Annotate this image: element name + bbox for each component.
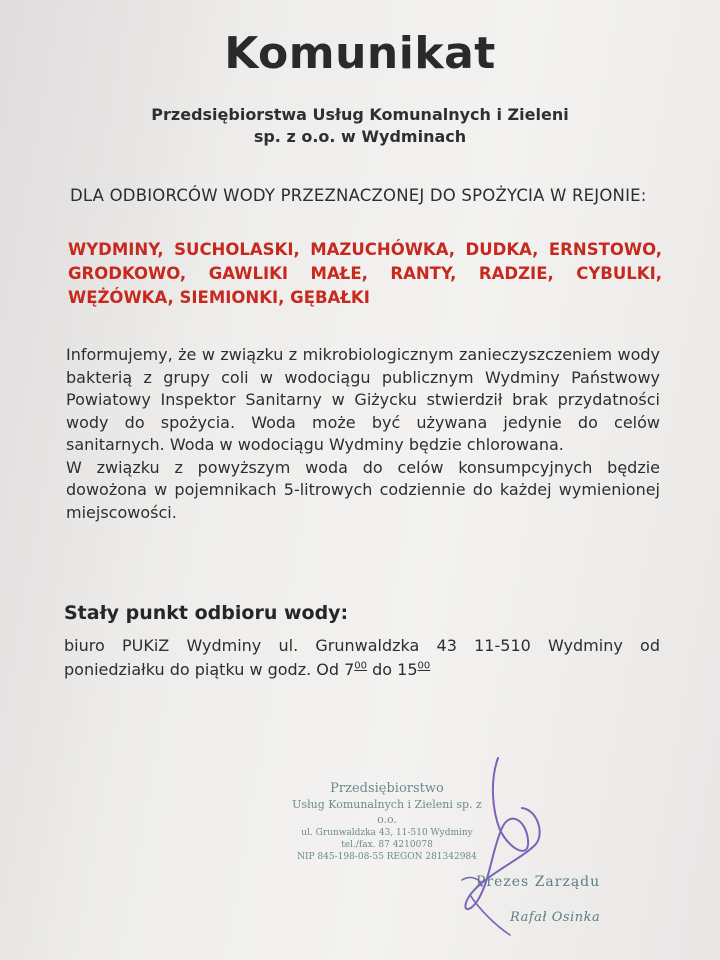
issuer-line-1: Przedsiębiorstwa Usług Komunalnych i Zieleni bbox=[151, 105, 569, 124]
stamp-line-3: ul. Grunwaldzka 43, 11-510 Wydminy bbox=[301, 828, 473, 838]
issuer-line-2: sp. z o.o. w Wydminach bbox=[253, 127, 467, 146]
issuer-block bbox=[0, 104, 720, 148]
audience-line: DLA ODBIORCÓW WODY PRZEZNACZONEJ DO SPOŻYCIA W REJONIE: bbox=[70, 186, 647, 205]
time-to-minutes: 00 bbox=[417, 660, 431, 672]
stamp-line-2: Usług Komunalnych i Zieleni sp. z o.o. bbox=[292, 798, 482, 826]
body-text bbox=[66, 344, 660, 524]
body-paragraph-1: Informujemy, że w związku z mikrobiologicznym zanieczyszczeniem wody bakterią z grupy coli w wodociągu publicznym Wydminy Państwowy Powiatowy Inspektor Sanitarny w Giżycku stwierdził brak przydatności wody do spożycia. Woda może być używana jedynie do celów sanitarnych. Woda w wodociągu Wydminy będzie chlorowana. bbox=[66, 345, 660, 454]
signatory-name: Rafał Osinka bbox=[510, 910, 601, 925]
time-between: do 15 bbox=[367, 660, 418, 679]
document-title: Komunikat bbox=[224, 28, 496, 79]
pickup-heading: Stały punkt odbioru wody: bbox=[64, 602, 349, 624]
villages-list: WYDMINY, SUCHOLASKI, MAZUCHÓWKA, DUDKA, ERNSTOWO, GRODKOWO, GAWLIKI MAŁE, RANTY, RADZIE, CYBULKI, WĘŻÓWKA, SIEMIONKI, GĘBAŁKI bbox=[68, 240, 662, 307]
pickup-address: biuro PUKiZ Wydminy ul. Grunwaldzka 43 11-510 Wydminy od poniedziałku do piątku w godz. Od 7 bbox=[64, 636, 660, 679]
stamp-line-4: tel./fax. 87 4210078 bbox=[341, 840, 433, 850]
stamp-line-5: NIP 845-198-08-55 REGON 281342984 bbox=[297, 852, 477, 862]
signatory-role: Prezes Zarządu bbox=[476, 874, 601, 890]
stamp-line-1: Przedsiębiorstwo bbox=[330, 781, 444, 796]
pickup-text bbox=[64, 634, 660, 682]
body-paragraph-2: W związku z powyższym woda do celów konsumpcyjnych będzie dowożona w pojemnikach 5-litrowych codziennie do każdej wymienionej miejscowości. bbox=[66, 457, 660, 522]
time-from-minutes: 00 bbox=[354, 660, 368, 672]
